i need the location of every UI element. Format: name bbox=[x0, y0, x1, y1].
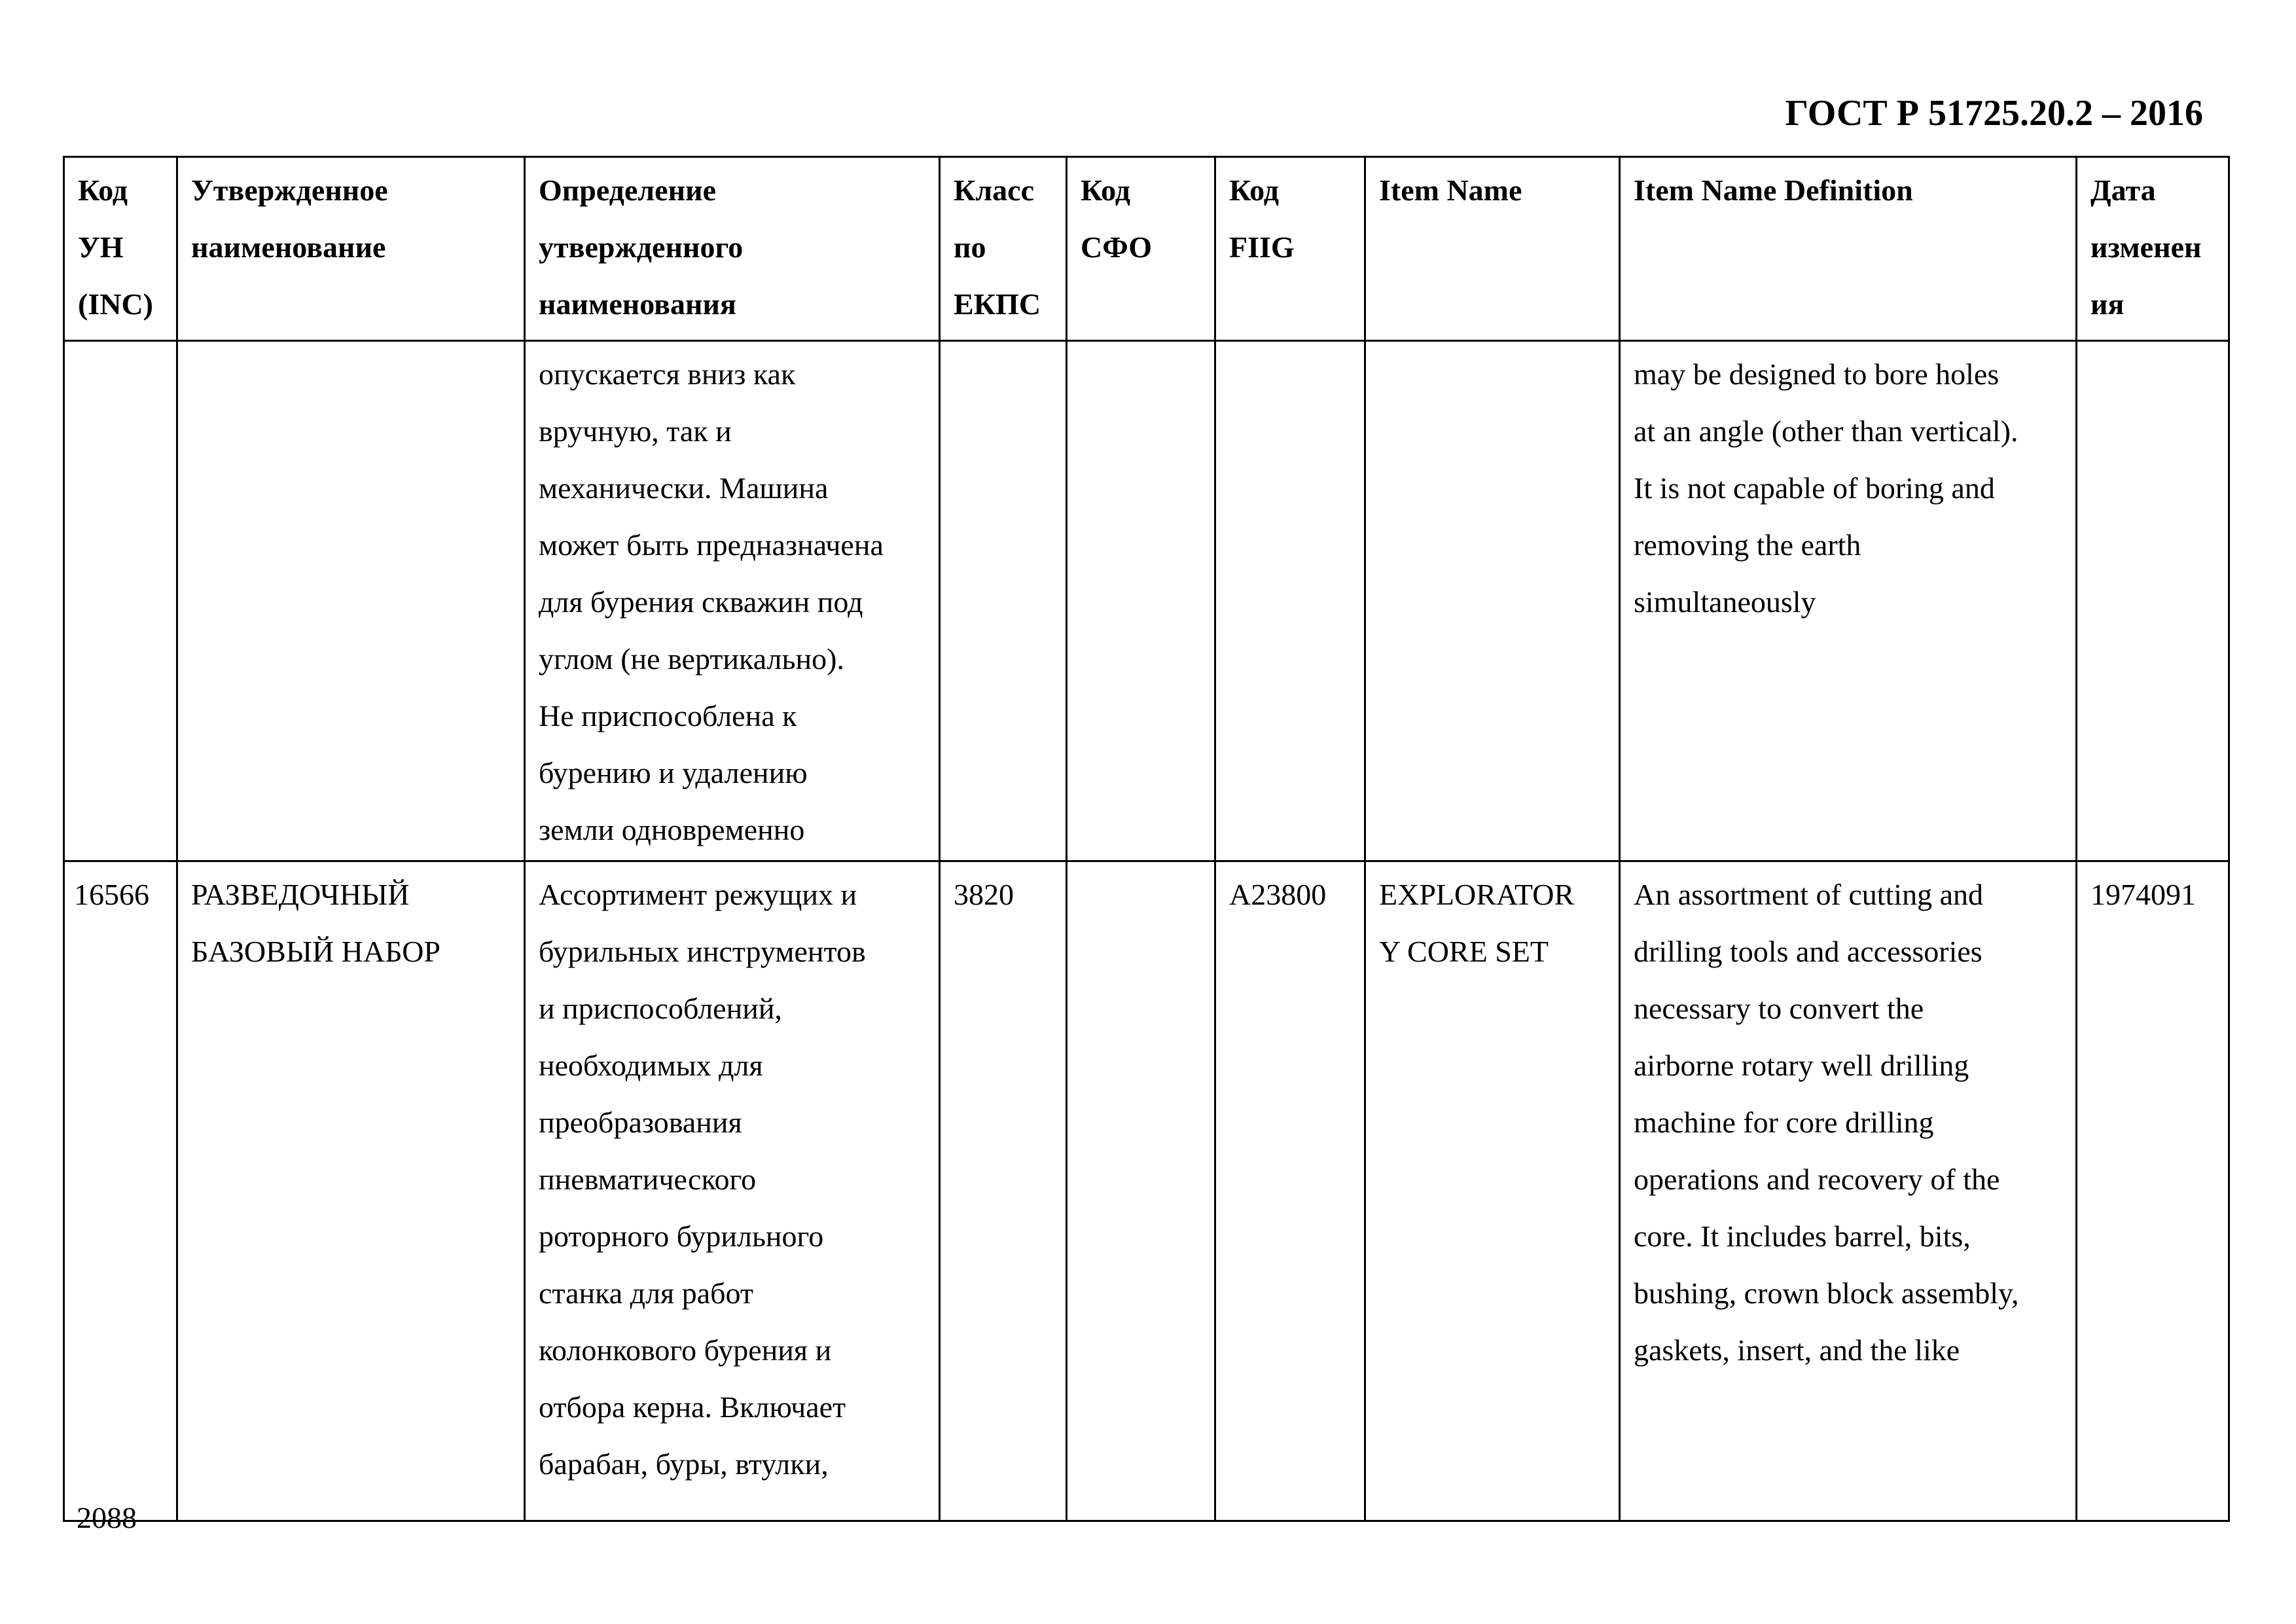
cell-item-name-definition: may be designed to bore holes at an angle (other than vertical). It is not capable of boring and removing the earth simultaneously bbox=[1620, 341, 2077, 861]
table-row bbox=[64, 861, 2229, 1521]
header-ekps-class: Класс по ЕКПС bbox=[940, 157, 1067, 341]
header-inc-code: Код УН (INC) bbox=[64, 157, 177, 341]
cell-inc: 16566 bbox=[64, 861, 177, 1521]
cell-inc bbox=[64, 341, 177, 861]
cell-approved-name: РАЗВЕДОЧНЫЙ БАЗОВЫЙ НАБОР bbox=[177, 861, 525, 1521]
header-item-name-definition: Item Name Definition bbox=[1620, 157, 2077, 341]
cell-change-date bbox=[2077, 341, 2229, 861]
nomenclature-table bbox=[63, 156, 2230, 1522]
cell-approved-name bbox=[177, 341, 525, 861]
header-fiig-code: Код FIIG bbox=[1215, 157, 1365, 341]
cell-item-name bbox=[1365, 341, 1620, 861]
cell-fiig-code bbox=[1215, 341, 1365, 861]
cell-sfo-code bbox=[1067, 861, 1215, 1521]
header-sfo-code: Код СФО bbox=[1067, 157, 1215, 341]
cell-definition: опускается вниз как вручную, так и механически. Машина может быть предназначена для бурения скважин под углом (не вертикально). Не приспособлена к бурению и удалению земли одновременно bbox=[525, 341, 940, 861]
header-approved-name: Утвержденное наименование bbox=[177, 157, 525, 341]
document-standard-header: ГОСТ Р 51725.20.2 – 2016 bbox=[1785, 93, 2203, 134]
header-item-name: Item Name bbox=[1365, 157, 1620, 341]
header-approved-name-definition: Определение утвержденного наименования bbox=[525, 157, 940, 341]
table-row bbox=[64, 341, 2229, 861]
cell-item-name-definition: An assortment of cutting and drilling tools and accessories necessary to convert the airborne rotary well drilling machine for core drilling operations and recovery of the core. It includes barrel, bits, bushing, crown block assembly, gaskets, insert, and the like bbox=[1620, 861, 2077, 1521]
cell-sfo-code bbox=[1067, 341, 1215, 861]
header-change-date: Дата изменен ия bbox=[2077, 157, 2229, 341]
cell-fiig-code: A23800 bbox=[1215, 861, 1365, 1521]
cell-definition: Ассортимент режущих и бурильных инструментов и приспособлений, необходимых для преобразования пневматического роторного бурильного станка для работ колонкового бурения и отбора керна. Включает барабан, буры, втулки, bbox=[525, 861, 940, 1521]
page-number: 2088 bbox=[77, 1501, 137, 1534]
cell-ekps-class bbox=[940, 341, 1067, 861]
table-header-row bbox=[64, 157, 2229, 341]
cell-item-name: EXPLORATOR Y CORE SET bbox=[1365, 861, 1620, 1521]
cell-change-date: 1974091 bbox=[2077, 861, 2229, 1521]
cell-ekps-class: 3820 bbox=[940, 861, 1067, 1521]
